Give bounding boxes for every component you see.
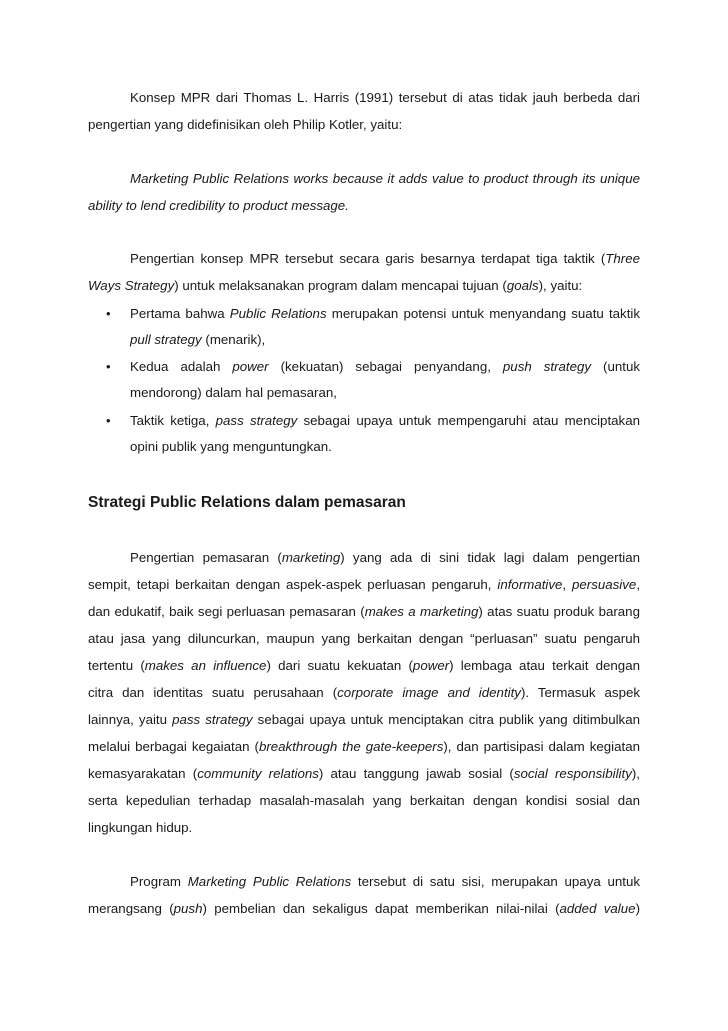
bullet-3-line-2: opini publik yang menguntungkan. (130, 439, 332, 454)
quote-line-1: Marketing Public Relations works because it adds value to product through its unique (130, 171, 640, 186)
bullet-1-marker: • (106, 306, 111, 321)
p3-line-7: lainnya, yaitu pass strategy sebagai upaya untuk menciptakan citra publik yang ditimbulkan (88, 712, 640, 727)
bullet-3-line-1: Taktik ketiga, pass strategy sebagai upaya untuk mempengaruhi atau menciptakan (130, 413, 640, 428)
quote-line-2: ability to lend credibility to product message. (88, 198, 349, 213)
bullet-3-marker: • (106, 413, 111, 428)
p3-line-3: dan edukatif, baik segi perluasan pemasaran (makes a marketing) atas suatu produk barang (88, 604, 640, 619)
p3-line-6: citra dan identitas suatu perusahaan (corporate image and identity). Termasuk aspek (88, 685, 641, 700)
p2-line-2: Ways Strategy) untuk melaksanakan program dalam mencapai tujuan (goals), yaitu: (88, 278, 583, 293)
p4-line-1: Program Marketing Public Relations tersebut di satu sisi, merupakan upaya untuk (130, 874, 640, 889)
p1-line-2: pengertian yang didefinisikan oleh Philip Kotler, yaitu: (88, 117, 403, 132)
p3-line-2: sempit, tetapi berkaitan dengan aspek-aspek perluasan pengaruh, informative, persuasive, (88, 577, 641, 592)
p1-line-1: Konsep MPR dari Thomas L. Harris (1991) tersebut di atas tidak jauh berbeda dari (130, 90, 640, 105)
p3-line-8: melalui berbagai kegaiatan (breakthrough the gate-keepers), dan partisipasi dalam kegiatan (88, 739, 640, 754)
p4-line-2: merangsang (push) pembelian dan sekaligus dapat memberikan nilai-nilai (added value) (88, 901, 640, 916)
p3-line-4: atau jasa yang diluncurkan, maupun yang berkaitan dengan “perluasan” suatu pengaruh (88, 631, 640, 646)
p3-line-11: lingkungan hidup. (88, 820, 193, 835)
p3-line-1: Pengertian pemasaran (marketing) yang ada di sini tidak lagi dalam pengertian (130, 550, 641, 565)
bullet-1-line-2: pull strategy (menarik), (130, 332, 266, 347)
p3-line-9: kemasyarakatan (community relations) atau tanggung jawab sosial (social responsibility), (88, 766, 640, 781)
bullet-2-line-2: mendorong) dalam hal pemasaran, (130, 385, 337, 400)
p2-line-1: Pengertian konsep MPR tersebut secara garis besarnya terdapat tiga taktik (Three (130, 251, 640, 266)
section-heading: Strategi Public Relations dalam pemasaran (88, 494, 406, 511)
bullet-2-marker: • (106, 359, 111, 374)
p3-line-10: serta kepedulian terhadap masalah-masalah yang berkaitan dengan kondisi sosial dan (88, 793, 640, 808)
bullet-2-line-1: Kedua adalah power (kekuatan) sebagai penyandang, push strategy (untuk (130, 359, 641, 374)
p3-line-5: tertentu (makes an influence) dari suatu kekuatan (power) lembaga atau terkait dengan (88, 658, 640, 673)
bullet-1-line-1: Pertama bahwa Public Relations merupakan potensi untuk menyandang suatu taktik (130, 306, 640, 321)
